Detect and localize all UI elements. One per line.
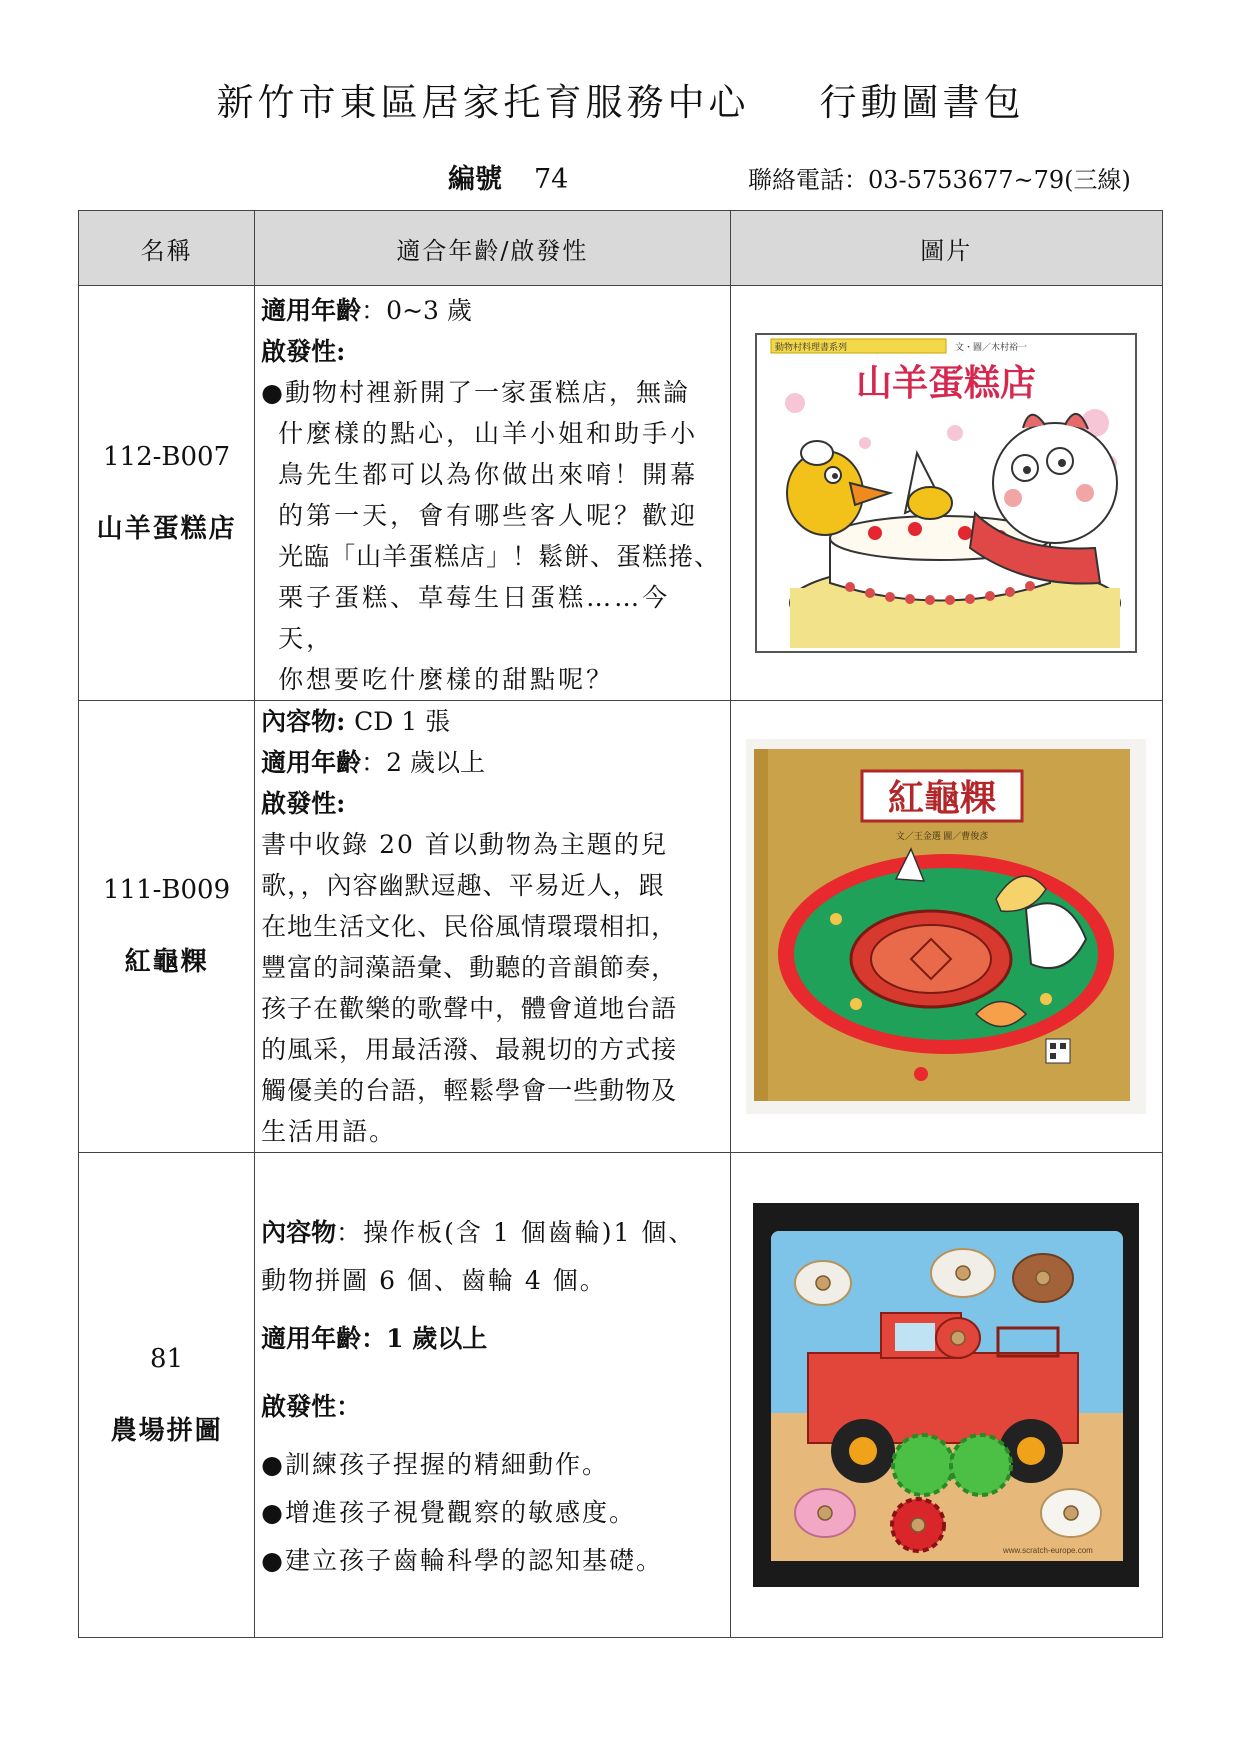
serial-value: 74 bbox=[534, 164, 569, 195]
content-value: ：操作板(含 1 個齒輪)1 個、 bbox=[336, 1218, 696, 1247]
table-row bbox=[79, 1153, 1163, 1638]
inspire-label-text: 啟發性： bbox=[261, 1392, 362, 1421]
desc-line: 什麼樣的點心，山羊小姐和助手小 bbox=[278, 419, 699, 448]
item-title: 紅龜粿 bbox=[124, 947, 209, 977]
desc-line: 生活用語。 bbox=[261, 1117, 397, 1146]
desc-line: 豐富的詞藻語彙、動聽的音韻節奏， bbox=[261, 953, 678, 982]
desc-line: 鳥先生都可以為你做出來唷！開幕 bbox=[278, 460, 699, 489]
age-line bbox=[261, 1315, 723, 1363]
bullet-item: ●建立孩子齒輪科學的認知基礎。 bbox=[261, 1546, 663, 1575]
content-value: CD 1 張 bbox=[354, 707, 451, 736]
desc-line: 的第一天，會有哪些客人呢？歡迎 bbox=[278, 501, 699, 530]
bullet-item: ●訓練孩子捏握的精細動作。 bbox=[261, 1450, 609, 1479]
desc-line: 書中收錄 20 首以動物為主題的兒 bbox=[261, 830, 668, 859]
inspire-label bbox=[261, 331, 723, 372]
item-description bbox=[255, 286, 730, 701]
book-cover-goat-cake-shop bbox=[755, 333, 1137, 653]
serial-number bbox=[448, 157, 568, 196]
inspire-label bbox=[261, 1383, 723, 1431]
content-label: 內容物 bbox=[261, 1218, 337, 1247]
item-title: 農場拼圖 bbox=[110, 1415, 223, 1446]
age-value: ：0~3 歲 bbox=[361, 296, 472, 325]
desc-line: 歌，，內容幽默逗趣、平易近人，跟 bbox=[261, 871, 665, 900]
book-cover-red-turtle-cake bbox=[746, 739, 1146, 1114]
book-table bbox=[78, 210, 1163, 1638]
inspire-label-text: 啟發性: bbox=[261, 337, 346, 366]
item-code: 112-B007 bbox=[103, 441, 231, 472]
page-title bbox=[0, 72, 1241, 126]
item-picture-cell bbox=[730, 286, 1162, 701]
content-label: 內容物: bbox=[261, 707, 355, 736]
desc-line: 在地生活文化、民俗風情環環相扣， bbox=[261, 912, 678, 941]
header-picture: 圖片 bbox=[730, 211, 1162, 286]
item-name-cell bbox=[79, 286, 255, 701]
cover-credit: 文・圖／木村裕一 bbox=[955, 342, 1028, 352]
bullet-item: ●增進孩子視覺觀察的敏感度。 bbox=[261, 1498, 636, 1527]
desc-line: 觸優美的台語，輕鬆學會一些動物及 bbox=[261, 1076, 678, 1105]
age-label: 適用年齡 bbox=[261, 296, 362, 325]
item-picture-cell bbox=[730, 701, 1162, 1153]
age-label: 適用年齡 bbox=[261, 1324, 362, 1353]
program-name: 行動圖書包 bbox=[819, 81, 1025, 124]
desc-line: 孩子在歡樂的歌聲中，體會道地台語 bbox=[261, 994, 678, 1023]
item-name-cell bbox=[79, 701, 255, 1153]
content-line bbox=[261, 1209, 723, 1257]
desc-line: 栗子蛋糕、草莓生日蛋糕……今天， bbox=[278, 583, 671, 653]
desc-line: 光臨「山羊蛋糕店」！鬆餅、蛋糕捲、 bbox=[278, 542, 721, 571]
header-name: 名稱 bbox=[79, 211, 255, 286]
table-row bbox=[79, 286, 1163, 701]
item-code: 81 bbox=[150, 1343, 184, 1374]
item-code: 111-B009 bbox=[103, 875, 231, 905]
serial-label: 編號 bbox=[448, 164, 502, 195]
item-name-cell bbox=[79, 1153, 255, 1638]
item-picture-cell bbox=[730, 1153, 1162, 1638]
cover-title: 山羊蛋糕店 bbox=[856, 362, 1037, 403]
age-value: ：2 歲以上 bbox=[361, 748, 486, 777]
photo-url-text: www.scratch-europe.com bbox=[1003, 1546, 1094, 1555]
cover-series: 動物村料理書系列 bbox=[775, 342, 848, 352]
cover-title: 紅龜粿 bbox=[888, 777, 997, 818]
desc-line: 的風采，用最活潑、最親切的方式接 bbox=[261, 1035, 678, 1064]
content-line-2: 動物拼圖 6 個、齒輪 4 個。 bbox=[261, 1266, 607, 1295]
content-line bbox=[261, 701, 723, 742]
inspire-label-text: 啟發性: bbox=[261, 789, 346, 818]
item-description bbox=[255, 701, 730, 1153]
age-value: ：1 歲以上 bbox=[361, 1324, 488, 1353]
cover-credit: 文／王金選 圖／曹俊彥 bbox=[896, 831, 989, 841]
age-label: 適用年齡 bbox=[261, 748, 362, 777]
org-name: 新竹市東區居家托育服務中心 bbox=[216, 81, 750, 124]
age-line bbox=[261, 742, 723, 783]
table-row bbox=[79, 701, 1163, 1153]
age-line bbox=[261, 290, 723, 331]
item-description bbox=[255, 1153, 730, 1638]
farm-puzzle-photo bbox=[753, 1203, 1139, 1587]
desc-line: 你想要吃什麼樣的甜點呢？ bbox=[278, 665, 615, 694]
header-age-inspire: 適合年齡/啟發性 bbox=[255, 211, 730, 286]
table-header-row bbox=[79, 211, 1163, 286]
contact-phone: 聯絡電話：03-5753677~79(三線) bbox=[748, 166, 1131, 194]
inspire-label bbox=[261, 783, 723, 824]
desc-line: ●動物村裡新開了一家蛋糕店，無論 bbox=[261, 378, 690, 407]
item-title: 山羊蛋糕店 bbox=[96, 513, 237, 544]
